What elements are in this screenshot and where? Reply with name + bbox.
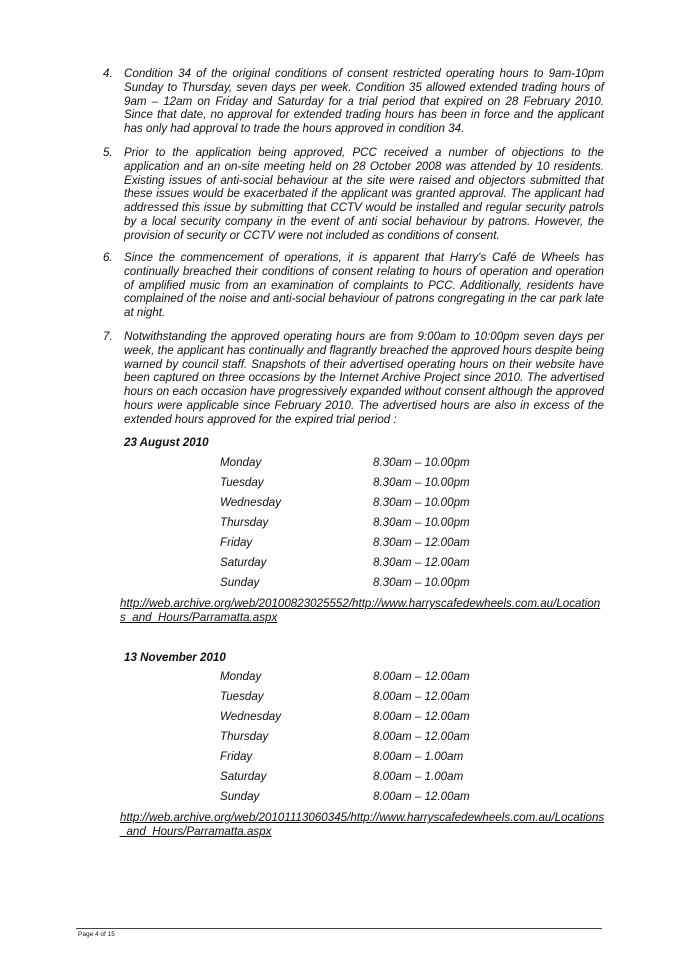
- paragraph-5: Prior to the application being approved, PCC received a number of objections to the application and an on-site meeting held on 28 October 2008 was attended by 10 residents. Existing issues of anti-social behaviour at the site were raised and objectors submitted that these issues would be exacerbated if the applicant was granted approval. The applicant had addressed this issue by submitting that CCTV would be installed and regular security patrols by a local security company in the event of anti social behaviour by patrons. However, the provision of security or CCTV were not included as conditions of consent.: [124, 146, 604, 242]
- archive-link[interactable]: http://web.archive.org/web/20101113060345/http://www.harryscafedewheels.com.au/Locations_and_Hours/Parramatta.aspx: [120, 811, 605, 838]
- hours-row: [0, 536, 683, 556]
- day-label: Tuesday: [220, 690, 264, 703]
- paragraph-4: Condition 34 of the original conditions of consent restricted operating hours to 9am-10pm Sunday to Thursday, seven days per week. Condition 35 allowed extended trading hours of 9am – 12am on Friday and Saturday for a trial period that expired on 28 February 2010. Since that date, no approval for extended trading hours has been in force and the applicant has only had approval to trade the hours approved in condition 34.: [124, 67, 604, 136]
- day-label: Saturday: [220, 556, 267, 569]
- hours-value: 8.00am – 12.00am: [373, 790, 470, 803]
- paragraph-number: 4.: [103, 67, 113, 80]
- day-label: Thursday: [220, 730, 269, 743]
- paragraph-7: Notwithstanding the approved operating hours are from 9:00am to 10:00pm seven days per week, the applicant has continually and flagrantly breached the approved hours despite being warned by council staff. Snapshots of their advertised operating hours on their website have been captured on three occasions by the Internet Archive Project since 2010. The advertised hours on each occasion have progressively expanded without consent although the approved hours were applicable since February 2010. The advertised hours are also in excess of the extended hours approved for the expired trial period :: [124, 330, 604, 426]
- day-label: Thursday: [220, 516, 269, 529]
- hours-row: [0, 690, 683, 710]
- footer-divider: [76, 928, 602, 929]
- hours-value: 8.30am – 12.00am: [373, 536, 470, 549]
- hours-row: [0, 770, 683, 790]
- hours-row: [0, 710, 683, 730]
- hours-row: [0, 790, 683, 810]
- day-label: Monday: [220, 456, 262, 469]
- paragraph-number: 6.: [103, 251, 113, 264]
- hours-row: [0, 496, 683, 516]
- day-label: Monday: [220, 670, 262, 683]
- hours-row: [0, 730, 683, 750]
- hours-value: 8.00am – 1.00am: [373, 770, 464, 783]
- day-label: Sunday: [220, 790, 260, 803]
- archive-link[interactable]: http://web.archive.org/web/20100823025552/http://www.harryscafedewheels.com.au/Locations_and_Hours/Parramatta.aspx: [120, 597, 601, 624]
- hours-value: 8.30am – 12.00am: [373, 556, 470, 569]
- day-label: Saturday: [220, 770, 267, 783]
- hours-row: [0, 670, 683, 690]
- hours-row: [0, 576, 683, 596]
- hours-value: 8.30am – 10.00pm: [373, 476, 470, 489]
- day-label: Sunday: [220, 576, 260, 589]
- paragraph-number: 5.: [103, 146, 113, 159]
- day-label: Friday: [220, 536, 253, 549]
- hours-value: 8.00am – 12.00am: [373, 710, 470, 723]
- hours-row: [0, 516, 683, 536]
- hours-row: [0, 476, 683, 496]
- day-label: Friday: [220, 750, 253, 763]
- paragraph-6: Since the commencement of operations, it is apparent that Harry's Café de Wheels has continually breached their conditions of consent relating to hours of operation and operation of amplified music from an examination of complaints to PCC. Additionally, residents have complained of the noise and anti-social behaviour of patrons congregating in the car park late at night.: [124, 251, 604, 320]
- hours-value: 8.00am – 12.00am: [373, 670, 470, 683]
- snapshot-date: 13 November 2010: [124, 651, 226, 664]
- hours-value: 8.00am – 1.00am: [373, 750, 464, 763]
- hours-value: 8.30am – 10.00pm: [373, 576, 470, 589]
- day-label: Tuesday: [220, 476, 264, 489]
- day-label: Wednesday: [220, 496, 282, 509]
- snapshot-date: 23 August 2010: [124, 436, 209, 449]
- hours-row: [0, 456, 683, 476]
- hours-row: [0, 750, 683, 770]
- hours-row: [0, 556, 683, 576]
- hours-value: 8.00am – 12.00am: [373, 690, 470, 703]
- page-number: Page 4 of 15: [78, 931, 115, 938]
- hours-value: 8.30am – 10.00pm: [373, 516, 470, 529]
- hours-value: 8.30am – 10.00pm: [373, 496, 470, 509]
- paragraph-number: 7.: [103, 330, 113, 343]
- hours-value: 8.00am – 12.00am: [373, 730, 470, 743]
- hours-value: 8.30am – 10.00pm: [373, 456, 470, 469]
- day-label: Wednesday: [220, 710, 282, 723]
